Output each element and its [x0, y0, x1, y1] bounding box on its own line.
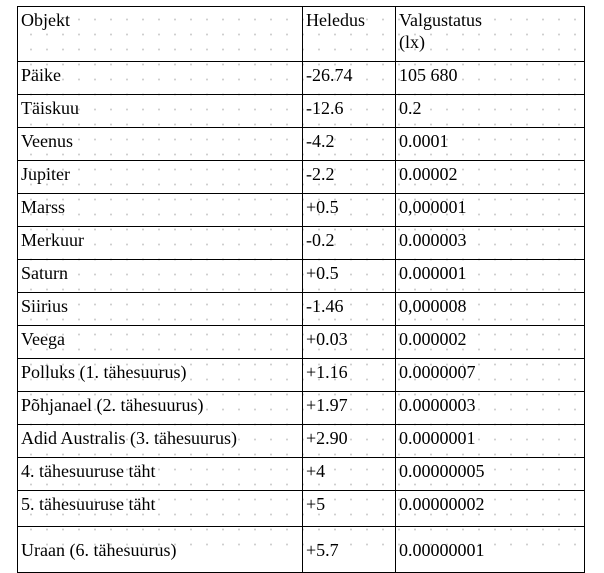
- table-row: [18, 161, 585, 194]
- cell-object: Veenus: [18, 128, 303, 161]
- table-row: [18, 527, 585, 573]
- header-illuminance: [396, 7, 585, 62]
- cell-object: Marss: [18, 194, 303, 227]
- cell-brightness: +1.16: [303, 359, 396, 392]
- cell-illuminance: 0.000002: [396, 326, 585, 359]
- cell-illuminance: 0.00000002: [396, 491, 585, 527]
- cell-illuminance: 0.00000001: [396, 527, 585, 573]
- cell-brightness: +5: [303, 491, 396, 527]
- cell-brightness: -4.2: [303, 128, 396, 161]
- cell-illuminance: 0.0000001: [396, 425, 585, 458]
- table-row: [18, 128, 585, 161]
- table-row: [18, 227, 585, 260]
- table-row: [18, 194, 585, 227]
- cell-object: Veega: [18, 326, 303, 359]
- cell-object: Põhjanael (2. tähesuurus): [18, 392, 303, 425]
- cell-brightness: +4: [303, 458, 396, 491]
- cell-illuminance: 0,000001: [396, 194, 585, 227]
- table-row: [18, 359, 585, 392]
- table-row: [18, 458, 585, 491]
- cell-brightness: +2.90: [303, 425, 396, 458]
- cell-illuminance: 0.000003: [396, 227, 585, 260]
- header-illuminance-unit: (lx): [399, 32, 425, 52]
- table-row: [18, 425, 585, 458]
- cell-object: Täiskuu: [18, 95, 303, 128]
- table-row: [18, 326, 585, 359]
- cell-illuminance: 0.00000005: [396, 458, 585, 491]
- cell-brightness: -12.6: [303, 95, 396, 128]
- header-brightness: Heledus: [303, 7, 396, 62]
- cell-brightness: +1.97: [303, 392, 396, 425]
- table-row: [18, 95, 585, 128]
- table-row: [18, 491, 585, 527]
- cell-brightness: +5.7: [303, 527, 396, 573]
- table-row: [18, 293, 585, 326]
- cell-object: Saturn: [18, 260, 303, 293]
- cell-illuminance: 0.00002: [396, 161, 585, 194]
- document-page: [17, 6, 584, 560]
- table-row: [18, 62, 585, 95]
- cell-object: Jupiter: [18, 161, 303, 194]
- cell-object: Päike: [18, 62, 303, 95]
- cell-illuminance: 0.0001: [396, 128, 585, 161]
- cell-brightness: -1.46: [303, 293, 396, 326]
- table-row: [18, 260, 585, 293]
- header-object: Objekt: [18, 7, 303, 62]
- cell-illuminance: 0,000008: [396, 293, 585, 326]
- table-row: [18, 392, 585, 425]
- cell-illuminance: 0.0000003: [396, 392, 585, 425]
- cell-brightness: +0.5: [303, 194, 396, 227]
- cell-object: Merkuur: [18, 227, 303, 260]
- brightness-table: [17, 6, 585, 573]
- header-illuminance-label: Valgustatus: [399, 10, 482, 30]
- cell-illuminance: 0.000001: [396, 260, 585, 293]
- cell-object: Siirius: [18, 293, 303, 326]
- cell-object: Adid Australis (3. tähesuurus): [18, 425, 303, 458]
- cell-brightness: -2.2: [303, 161, 396, 194]
- cell-brightness: +0.5: [303, 260, 396, 293]
- cell-brightness: -0.2: [303, 227, 396, 260]
- table-header-row: [18, 7, 585, 62]
- cell-object: 4. tähesuuruse täht: [18, 458, 303, 491]
- cell-illuminance: 0.2: [396, 95, 585, 128]
- cell-object: Polluks (1. tähesuurus): [18, 359, 303, 392]
- cell-illuminance: 0.0000007: [396, 359, 585, 392]
- cell-brightness: +0.03: [303, 326, 396, 359]
- cell-object: Uraan (6. tähesuurus): [18, 527, 303, 573]
- cell-object: 5. tähesuuruse täht: [18, 491, 303, 527]
- cell-brightness: -26.74: [303, 62, 396, 95]
- cell-illuminance: 105 680: [396, 62, 585, 95]
